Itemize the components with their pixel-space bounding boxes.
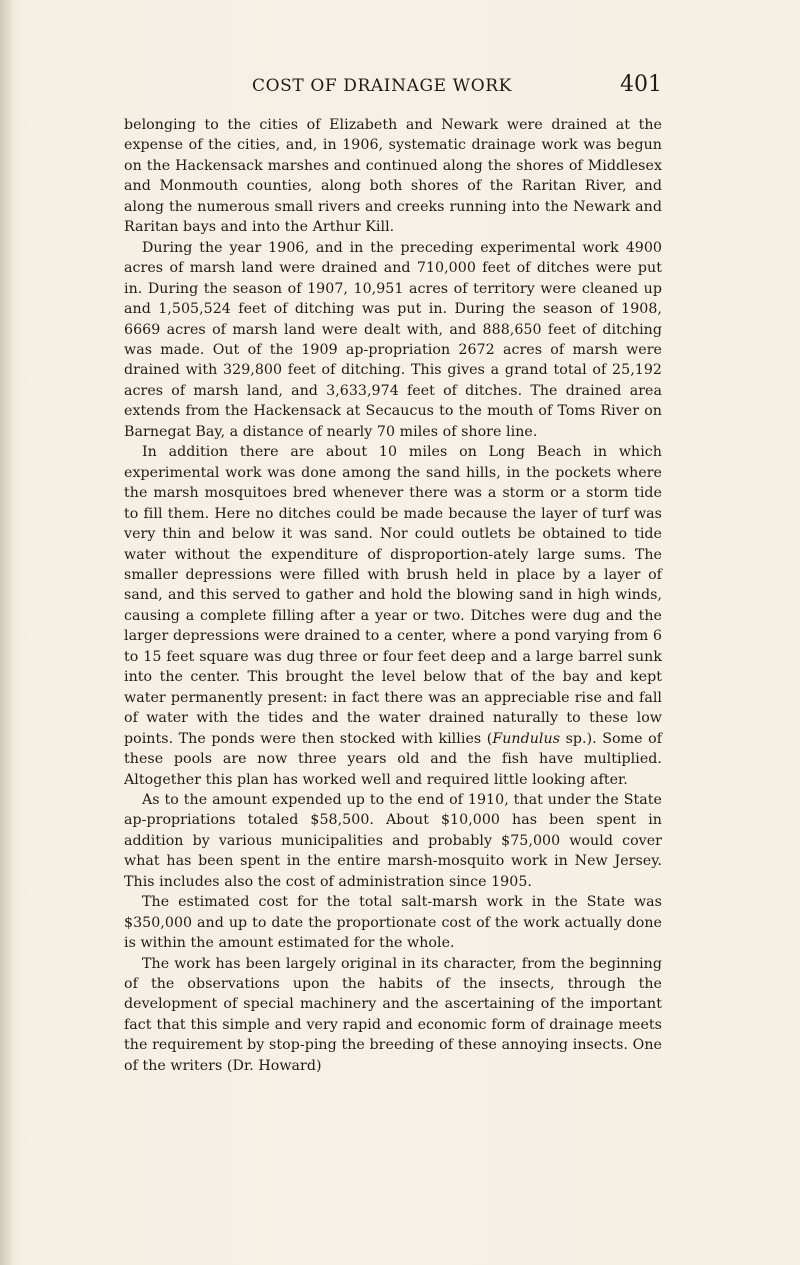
paragraph-3: In addition there are about 10 miles on Long Beach in which experimental work was done among the sand hills, in the pockets where the marsh mosquitoes bred whenever there was a storm or a storm tide to fill them. Here no ditches could be made because the layer of turf was very thin and below it was sand. Nor could outlets be obtained to tide water without the expenditure of disproportion-ately large sums. The smaller depressions were filled with brush held in place by a layer of sand, and this served to gather and hold the blowing sand in high winds, causing a complete filling after a year or two. Ditches were dug and the larger depressions were drained to a center, where a pond varying from 6 to 15 feet square was dug three or four feet deep and a large barrel sunk into the center. This brought the level below that of the bay and kept water permanently present: in fact there was an appreciable rise and fall of water with the tides and the water drained naturally to these low points. The ponds were then stocked with killies (Fundulus sp.). Some of these pools are now three years old and the fish have multiplied. Altogether this plan has worked well and required little looking after. xyxy=(124,444,662,788)
body-text xyxy=(124,115,662,1076)
paragraph-6: The work has been largely original in its character, from the beginning of the observations upon the habits of the insects, through the development of special machinery and the ascertaining of the important fact that this simple and very rapid and economic form of drainage meets the requirement by stop-ping the breeding of these annoying insects. One of the writers (Dr. Howard) xyxy=(124,955,662,1074)
page-number: 401 xyxy=(620,72,662,97)
paragraph-1: belonging to the cities of Elizabeth and Newark were drained at the expense of the cities, and, in 1906, systematic drainage work was begun on the Hackensack marshes and continued along the shores of Middlesex and Monmouth counties, along both shores of the Raritan River, and along the numerous small rivers and creeks running into the Newark and Raritan bays and into the Arthur Kill. xyxy=(124,117,662,236)
running-head: COST OF DRAINAGE WORK xyxy=(252,76,512,96)
paragraph-5: The estimated cost for the total salt-marsh work in the State was $350,000 and up to date the proportionate cost of the work actually done is within the amount estimated for the whole. xyxy=(124,894,662,952)
genus-name: Fundulus xyxy=(492,730,561,747)
page-header xyxy=(0,72,800,102)
paragraph-2: During the year 1906, and in the preceding experimental work 4900 acres of marsh land were drained and 710,000 feet of ditches were put in. During the season of 1907, 10,951 acres of territory were cleaned up and 1,505,524 feet of ditching was put in. During the season of 1908, 6669 acres of marsh land were dealt with, and 888,650 feet of ditching was made. Out of the 1909 ap-propriation 2672 acres of marsh were drained with 329,800 feet of ditching. This gives a grand total of 25,192 acres of marsh land, and 3,633,974 feet of ditches. The drained area extends from the Hackensack at Secaucus to the mouth of Toms River on Barnegat Bay, a distance of nearly 70 miles of shore line. xyxy=(124,239,662,440)
page-edge-shadow xyxy=(0,0,14,1265)
paragraph-4: As to the amount expended up to the end of 1910, that under the State ap-propriations totaled $58,500. About $10,000 has been spent in addition by various municipalities and probably $75,000 would cover what has been spent in the entire marsh-mosquito work in New Jersey. This includes also the cost of administration since 1905. xyxy=(124,791,662,890)
